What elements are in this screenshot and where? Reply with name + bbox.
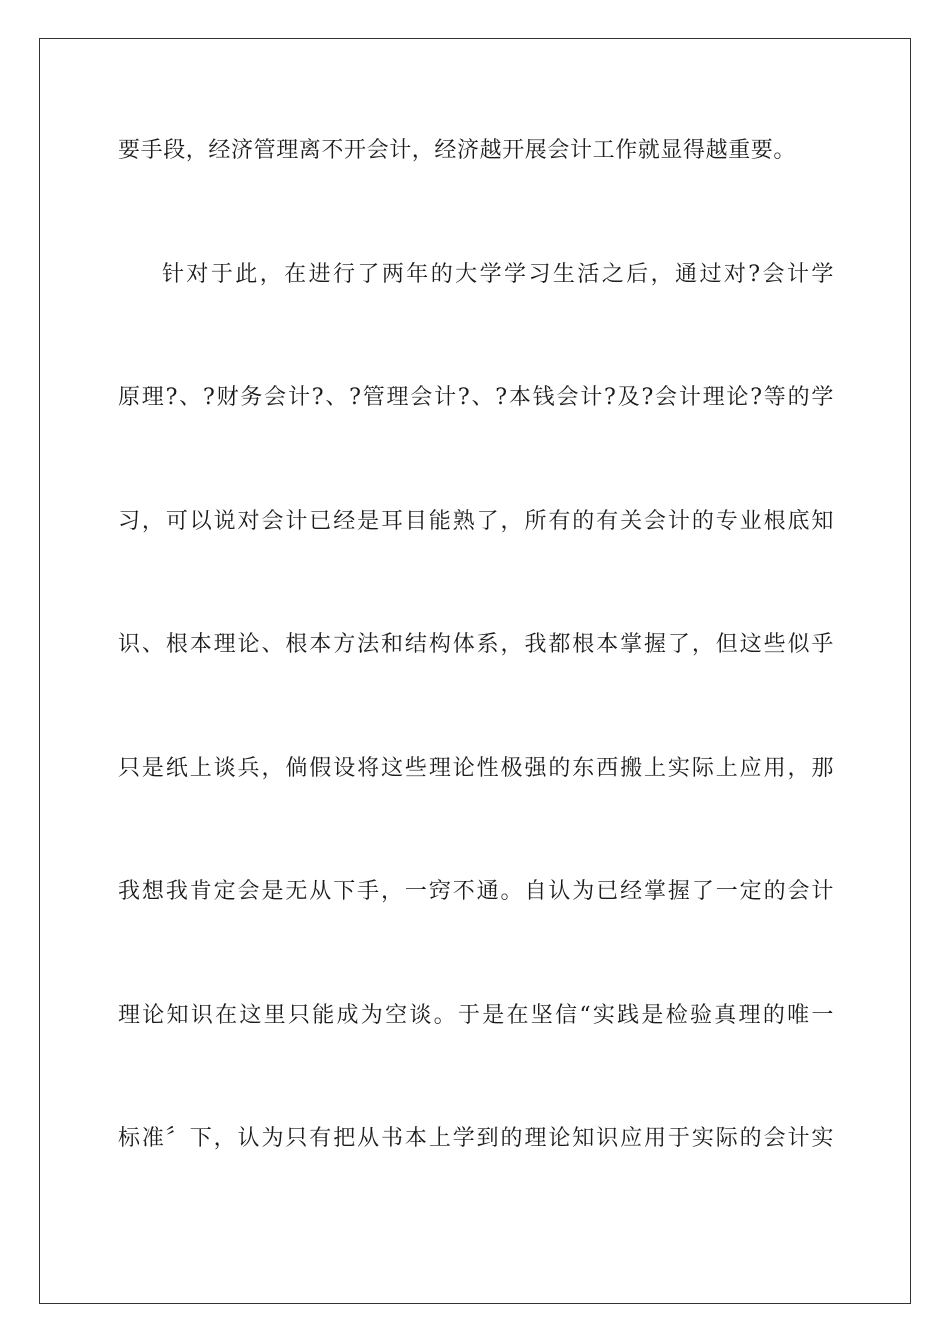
text-line: 原理?、?财务会计?、?管理会计?、?本钱会计?及?会计理论?等的学 [118,385,834,410]
text-line: 我想我肯定会是无从下手，一窍不通。自认为已经掌握了一定的会计 [118,879,834,904]
text-line: 理论知识在这里只能成为空谈。于是在坚信“实践是检验真理的唯一 [118,1002,834,1028]
text-line: 识、根本理论、根本方法和结构体系，我都根本掌握了，但这些似乎 [118,632,834,657]
text-line: 要手段，经济管理离不开会计，经济越开展会计工作就显得越重要。 [118,138,797,163]
paragraph-first-line: 针对于此，在进行了两年的大学学习生活之后，通过对?会计学 [162,261,834,287]
document-body [118,131,834,1243]
text-line: 只是纸上谈兵，倘假设将这些理论性极强的东西搬上实际上应用，那 [118,755,834,781]
text-line: 标准〞下，认为只有把从书本上学到的理论知识应用于实际的会计实 [118,1126,834,1151]
text-line: 习，可以说对会计已经是耳目能熟了，所有的有关会计的专业根底知 [118,508,834,534]
